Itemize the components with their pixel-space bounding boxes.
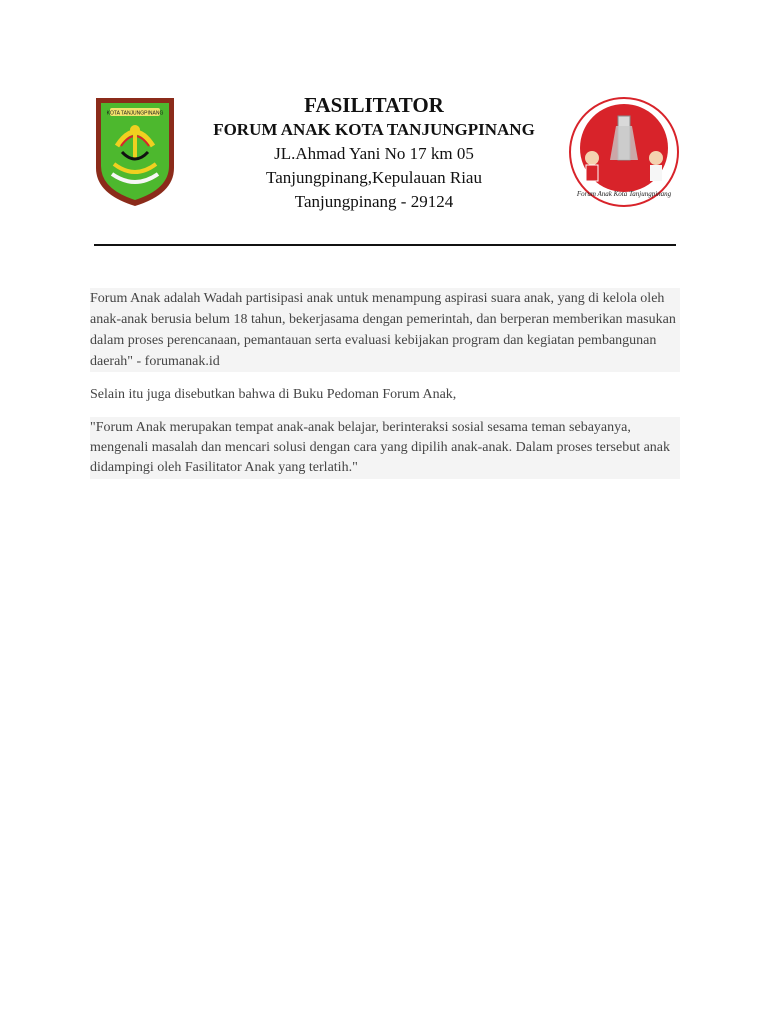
header-divider (94, 244, 676, 246)
organization-name: FORUM ANAK KOTA TANJUNGPINANG (213, 120, 535, 139)
city-emblem-logo (92, 94, 178, 208)
letterhead-text (190, 92, 558, 214)
paragraph-definition: Forum Anak adalah Wadah partisipasi anak untuk menampung aspirasi suara anak, yang di kelola oleh anak-anak berusia belum 18 tahun, bekerjasama dengan pemerintah, dan berperan memberikan masukan dalam proses perencanaan, pemantauan serta evaluasi kebijakan program dan kegiatan pembangunan daerah" - forumanak.id (90, 288, 680, 372)
forum-anak-logo (568, 96, 680, 208)
letterhead-title: FASILITATOR (304, 93, 444, 117)
paragraph-intro: Selain itu juga disebutkan bahwa di Buku Pedoman Forum Anak, (90, 387, 457, 402)
left-logo-text: KOTA TANJUNGPINANG (106, 110, 164, 117)
paragraph-quote: "Forum Anak merupakan tempat anak-anak belajar, berinteraksi sosial sesama teman sebayanya, mengenali masalah dan mencari solusi dengan cara yang dipilih anak-anak. Dalam proses tersebut anak didampingi oleh Fasilitator Anak yang terlatih." (90, 417, 680, 479)
address-postal: Tanjungpinang - 29124 (294, 192, 454, 211)
address-street: JL.Ahmad Yani No 17 km 05 (274, 144, 474, 163)
right-logo-text: Forum Anak Kota Tanjungpinang (576, 190, 672, 198)
address-region: Tanjungpinang,Kepulauan Riau (266, 168, 482, 187)
letterhead (0, 0, 768, 250)
document-body (90, 288, 680, 491)
